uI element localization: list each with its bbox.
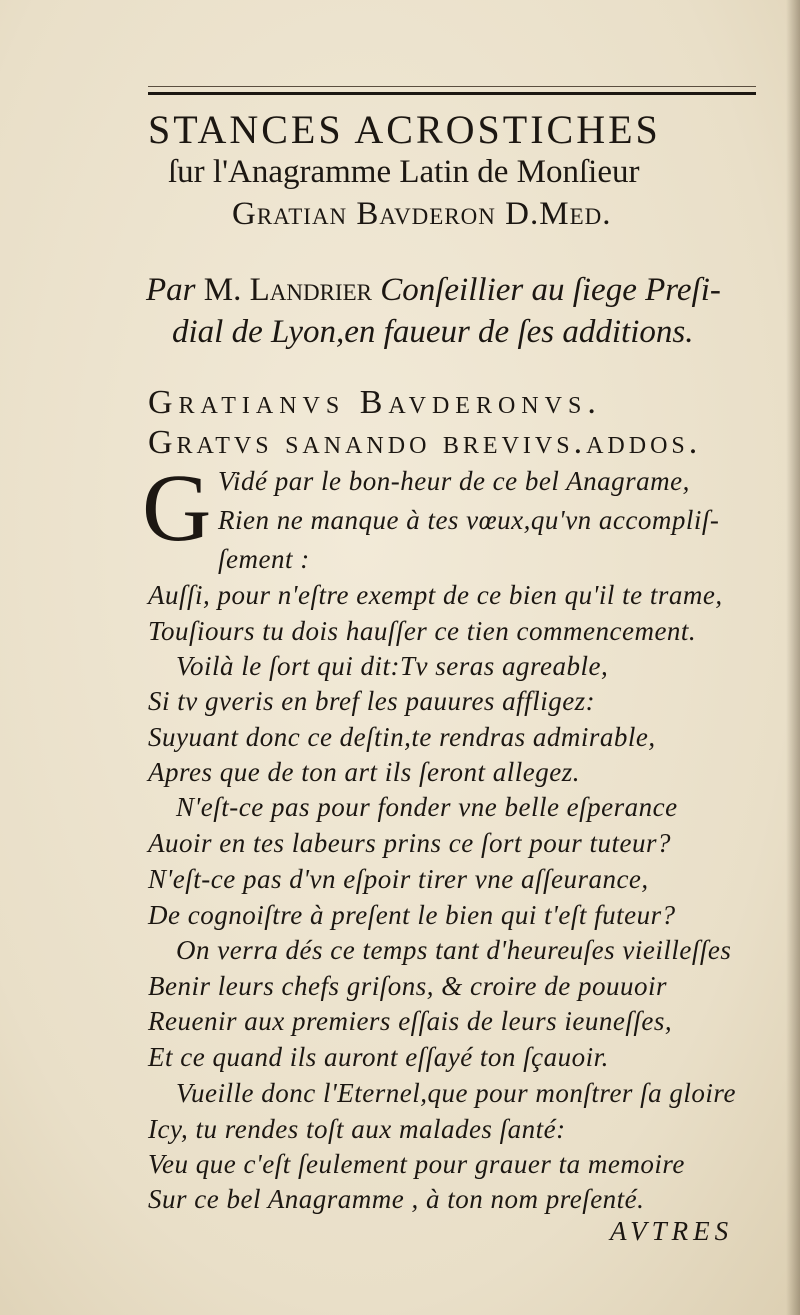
attribution-role: Conſeillier au ſiege Preſi- (380, 272, 721, 308)
catchword: AVTRES (610, 1216, 734, 1246)
verse-line: Voilà le ſort qui dit:Tv seras agreable, (176, 651, 609, 681)
drop-cap: G (142, 454, 212, 561)
attribution-author: M. Landrier (203, 272, 372, 308)
header-rule (148, 92, 756, 95)
page-edge-shadow (786, 0, 800, 1315)
verse-line: Vidé par le bon-heur de ce bel Anagrame, (218, 466, 690, 496)
anagram-text: Gratvs sanando brevivs.addos. (148, 424, 702, 461)
verse-line: Auoir en tes labeurs prins ce ſort pour tuteur? (148, 828, 671, 858)
verse-line: Apres que de ton art ils ſeront allegez. (148, 757, 580, 787)
attribution-line-1 (146, 272, 721, 309)
verse-line: Rien ne manque à tes vœux,qu'vn accompliſ- (218, 505, 720, 535)
verse-line: Reuenir aux premiers eſſais de leurs ieuneſſes, (148, 1006, 673, 1036)
verse-line: Veu que c'eſt ſeulement pour grauer ta memoire (148, 1149, 685, 1179)
verse-line: Suyuant donc ce deſtin,te rendras admirable, (148, 722, 656, 752)
page-title: STANCES ACROSTICHES (148, 107, 661, 152)
header-rule-thin (148, 86, 756, 87)
verse-line: Touſiours tu dois hauſſer ce tien commencement. (148, 616, 697, 646)
verse-line: ſement : (218, 544, 310, 574)
verse-line: N'eſt-ce pas pour fonder vne belle eſperance (176, 792, 678, 822)
verse-line: Si tv gveris en bref les pauures affligez: (148, 686, 596, 716)
verse-line: On verra dés ce temps tant d'heureuſes vieilleſſes (176, 935, 732, 965)
verse-line: Auſſi, pour n'eſtre exempt de ce bien qu'il te trame, (148, 580, 723, 610)
verse-line: Icy, tu rendes toſt aux malades ſanté: (148, 1114, 566, 1144)
subtitle-line-2: Gratian Bavderon D.Med. (232, 196, 612, 232)
anagram-name: Gratianvs Bavderonvs. (148, 384, 602, 421)
verse-line: Et ce quand ils auront eſſayé ton ſçauoir. (148, 1042, 609, 1072)
subtitle-line-1: ſur l'Anagramme Latin de Monſieur (168, 154, 640, 190)
verse-line: N'eſt-ce pas d'vn eſpoir tirer vne aſſeurance, (148, 864, 649, 894)
attribution-line-2: dial de Lyon,en faueur de ſes additions. (172, 314, 694, 350)
verse-line: Benir leurs chefs griſons, & croire de pouuoir (148, 971, 667, 1001)
verse-line: Sur ce bel Anagramme , à ton nom preſenté. (148, 1184, 645, 1214)
attribution-par: Par (146, 272, 196, 308)
verse-line: De cognoiſtre à preſent le bien qui t'eſt futeur? (148, 900, 676, 930)
verse-line: Vueille donc l'Eternel,que pour monſtrer ſa gloire (176, 1078, 736, 1108)
